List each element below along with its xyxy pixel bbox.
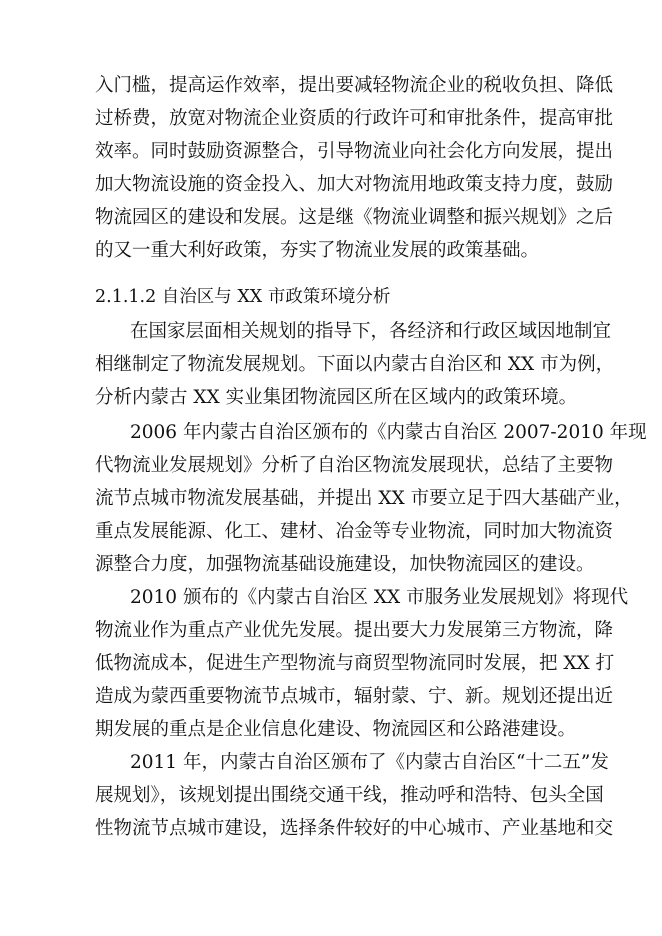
paragraph-line: 物流园区的建设和发展。这是继《物流业调整和振兴规划》之后 [95, 207, 614, 228]
paragraph-line: 代物流业发展规划》分析了自治区物流发展现状，总结了主要物 [95, 455, 614, 476]
paragraph-line: 2006 年内蒙古自治区颁布的《内蒙古自治区 2007-2010 年现 [130, 422, 647, 443]
paragraph-line: 低物流成本，促进生产型物流与商贸型物流同时发展，把 XX 打 [95, 653, 615, 674]
paragraph-line: 分析内蒙古 XX 实业集团物流园区所在区域内的政策环境。 [95, 387, 578, 408]
paragraph-line: 相继制定了物流发展规划。下面以内蒙古自治区和 XX 市为例， [95, 354, 615, 375]
paragraph-line: 重点发展能源、化工、建材、冶金等专业物流，同时加大物流资 [95, 521, 614, 542]
paragraph-line: 造成为蒙西重要物流节点城市，辐射蒙、宁、新。规划还提出近 [95, 686, 614, 707]
paragraph-line: 效率。同时鼓励资源整合，引导物流业向社会化方向发展，提出 [95, 141, 614, 162]
paragraph-line: 在国家层面相关规划的指导下，各经济和行政区域因地制宜 [130, 321, 612, 342]
paragraph-line: 源整合力度，加强物流基础设施建设，加快物流园区的建设。 [95, 554, 595, 575]
paragraph-line: 加大物流设施的资金投入、加大对物流用地政策支持力度，鼓励 [95, 174, 614, 195]
paragraph-line: 展规划》，该规划提出围绕交通干线，推动呼和浩特、包头全国 [95, 785, 604, 806]
paragraph-line: 性物流节点城市建设，选择条件较好的中心城市、产业基地和交 [95, 818, 614, 839]
section-heading: 2.1.1.2 自治区与 XX 市政策环境分析 [95, 287, 391, 307]
paragraph-line: 的又一重大利好政策，夯实了物流业发展的政策基础。 [95, 240, 540, 261]
paragraph-line: 流节点城市物流发展基础，并提出 XX 市要立足于四大基础产业， [95, 488, 633, 509]
paragraph-line: 物流业作为重点产业优先发展。提出要大力发展第三方物流，降 [95, 620, 614, 641]
paragraph-line: 2011 年，内蒙古自治区颁布了《内蒙古自治区“十二五”发 [130, 752, 609, 773]
paragraph-line: 2010 颁布的《内蒙古自治区 XX 市服务业发展规划》将现代 [130, 587, 629, 608]
paragraph-line: 期发展的重点是企业信息化建设、物流园区和公路港建设。 [95, 719, 577, 740]
paragraph-line: 入门槛，提高运作效率，提出要减轻物流企业的税收负担、降低 [95, 75, 614, 96]
paragraph-line: 过桥费，放宽对物流企业资质的行政许可和审批条件，提高审批 [95, 108, 614, 129]
